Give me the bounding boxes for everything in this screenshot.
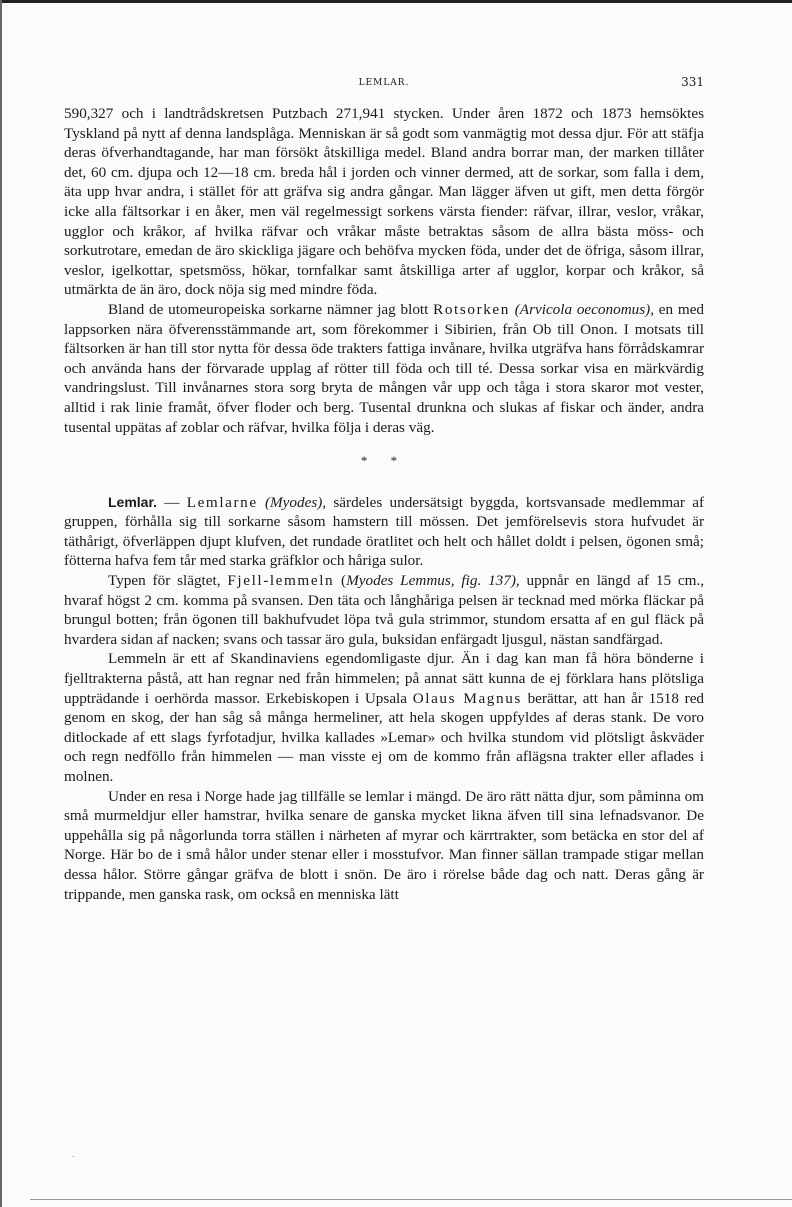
latin-name: (Myodes), [264,493,327,511]
running-head [64,75,704,92]
latin-name: (Arvicola oeconomus), [514,300,655,318]
body-text [64,104,704,904]
page-bottom-edge [30,1199,792,1200]
text-run: berättar, att han år 1518 red genom en skog, der han såg så många hermeliner, att hela skogen uppfyldes af deras stank. De voro ditlockade af ett slags fyrfotadjur, hvilka kallades »Lemar» och hvilka stundom vid plötsligt åskväder och regn nedföllo från himmelen — man visste ej om de kommo från aflägsna trakter eller aflades i molnen. [64,689,705,785]
running-title: LEMLAR. [358,78,410,88]
section-heading: Lemlar. [108,493,158,510]
text-run: Typen för slägtet, [108,572,221,590]
paragraph-norge: Under en resa i Norge hade jag tillfälle se lemlar i mängd. De äro rätt nätta djur, som påminna om små murmeldjur eller hamstrar, hvilka senare de ganska mycket likna äfven till sina lefnadsvanor. De uppehålla sig på någorlunda torra ställen i närheten af myrar och kärrtrakter, som betäcka en stor del af Norge. Här bo de i små hålor under stenar eller i mosstufvor. Man finner sällan trampade stigar mellan dessa hålor. Större gångar gräfva de blott i snön. De äro i rörelse både dag och natt. Deras gång är trippande, men ganska rask, om också en menniska lätt [64,787,704,903]
paragraph-skandinavien [64,649,704,786]
text-run: en med lappsorken nära öfverensstämmande art, som förekommer i Sibirien, från Ob till Onon. I motsats till fältsorken är han till stor nytta för dessa öde trakters fattiga invånare, hvilka utgräfva hans förrådskamrar och använda hans der förvarade upplag af rötter till föda och till té. Dessa sorkar visa en märkvärdig vandringslust. Till invånarnes stora sorg bryta de mången vår upp och tåga i stora skaror mot vester, alltid i rak linie framåt, öfver floder och berg. Tusental drunkna och slukas af fiskar och änder, andra tusental uppätas af zoblar och räfvar, hvilka följa i deras väg. [64,300,705,436]
species-name: Rotsorken [433,300,510,318]
section-separator: * * [360,453,408,469]
text-run: särdeles undersätsigt byggda, kortsvansade medlemmar af gruppen, förhålla sig till sorkarne såsom hamstern till mössen. Det jemförelsevis stora hufvudet är täthårigt, öfverläppen djupt klufven, det rundade öratlitet och helt och hållet doldt i pelsen, ögonen små; fötterna hafva fem tår med starka gräfklor och håriga sulor. [64,493,705,570]
latin-name: Myodes Lemmus, [346,572,455,590]
paren-open: ( [341,572,347,590]
text-run: Lemmeln är ett af Skandinaviens egendomligaste djur. Än i dag kan man få höra bönderne i fjelltrakterna påstå, att han regnar ned från himmelen; på annat sätt kunna de ej förklara hans plötsliga uppträdande i oerhörda massor. Erkebiskopen i Upsala [64,650,704,707]
person-name: Olaus Magnus [412,689,522,707]
figure-reference: fig. 137), [461,572,520,590]
page-number: 331 [681,75,704,89]
text-run: Bland de utomeuropeiska sorkarne nämner jag blott [108,300,429,318]
species-name: Fjell-lemmeln [227,572,335,590]
em-dash: — [164,493,180,511]
paragraph-fjell-lemmeln [64,571,704,649]
paragraph-continuation: 590,327 och i landtrådskretsen Putzbach 271,941 stycken. Under åren 1872 och 1873 hemsöktes Tyskland på nytt af denna landsplåga. Menniskan är så godt som vanmägtig mot dessa djur. För att stäfja deras öfverhandtagande, har man försökt åtskilliga medel. Bland andra borrar man, der marken tillåter det, 60 cm. djupa och 12—18 cm. breda hål i jorden och vinner dermed, att de sorkar, som falla i dem, äta upp hvar andra, i stället för att gräfva sig andra gångar. Man lägger äfven ut gift, men detta förgör icke alla fältsorkar i en åker, men väl regelmessigt sorkens värsta fiender: räfvar, illrar, veslor, vråkar, ugglor och kråkor, af hvilka räfvar och vråkar måste betraktas såsom de allra bästa möss- och sorkutrotare, emedan de äro skickliga jägare och behöfva mycken föda, under det de öfriga, såsom illrar, veslor, igelkottar, spetsmöss, hökar, tornfalkar samt åtskilliga arter af ugglor, korpar och kråkor, så utmärkta de än äro, dock nöja sig med mindre föda. [64,105,704,299]
text-run: uppnår en längd af 15 cm., hvaraf högst 2 cm. komma på svansen. Den täta och långhåriga pelsen är tecknad med mörka fläckar på brungul botten; från ögonen till bakhufvudet löpa två gula strimmor, stundom ersatta af en gul fläck på hvardera sidan af nacken; svans och tassar äro gula, buksidan enfärgadt ljusgul, nästan sandfärgad. [64,572,705,648]
paragraph-lemlar [64,493,704,571]
paragraph-rotsorken [64,300,704,437]
page-top-edge [0,0,792,3]
group-name: Lemlarne [186,493,258,511]
page-left-edge [0,0,2,1207]
stray-mark: . [72,1150,75,1159]
